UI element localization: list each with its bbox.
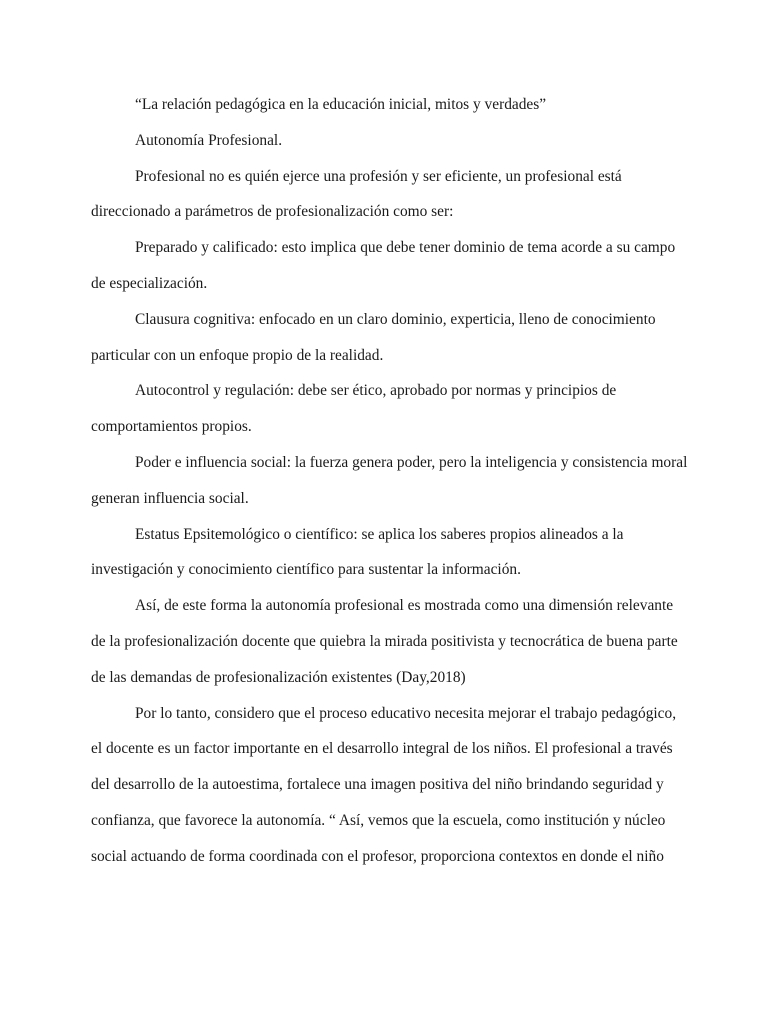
text-line: de las demandas de profesionalización existentes (Day,2018): [91, 668, 466, 686]
text-line: Clausura cognitiva: enfocado en un claro dominio, experticia, lleno de conocimiento: [135, 310, 656, 328]
text-line: del desarrollo de la autoestima, fortalece una imagen positiva del niño brindando seguridad y: [91, 776, 664, 794]
document-title: [91, 87, 679, 123]
text-line: Así, de este forma la autonomía profesional es mostrada como una dimensión relevante: [135, 597, 674, 615]
paragraph-clausura: [91, 302, 679, 374]
text-line: Autocontrol y regulación: debe ser ético, aprobado por normas y principios de: [135, 382, 617, 400]
text-line: comportamientos propios.: [91, 418, 252, 436]
paragraph-autocontrol: [91, 373, 679, 445]
paragraph-estatus: [91, 517, 679, 589]
text-line: direccionado a parámetros de profesionalización como ser:: [91, 203, 454, 221]
text-line: de la profesionalización docente que quiebra la mirada positivista y tecnocrática de buena parte: [91, 632, 678, 650]
paragraph-conclusion: [91, 696, 679, 875]
document-body: [91, 87, 688, 875]
text-line: Profesional no es quién ejerce una profesión y ser eficiente, un profesional está: [135, 167, 622, 185]
text-line: particular con un enfoque propio de la realidad.: [91, 346, 384, 364]
text-line: Autonomía Profesional.: [135, 131, 283, 149]
paragraph-preparado: [91, 230, 679, 302]
paragraph-asi: [91, 588, 679, 695]
section-heading: [91, 123, 679, 159]
text-line: de especialización.: [91, 274, 208, 292]
text-line: “La relación pedagógica en la educación inicial, mitos y verdades”: [135, 96, 547, 113]
paragraph-definition: [91, 159, 679, 231]
text-line: generan influencia social.: [91, 489, 249, 507]
text-line: social actuando de forma coordinada con el profesor, proporciona contextos en donde el niño: [91, 847, 664, 865]
paragraph-poder: [91, 445, 688, 517]
text-line: Por lo tanto, considero que el proceso educativo necesita mejorar el trabajo pedagógico,: [135, 704, 677, 722]
text-line: el docente es un factor importante en el desarrollo integral de los niños. El profesional a través: [91, 740, 673, 758]
text-line: Estatus Epsitemológico o científico: se aplica los saberes propios alineados a la: [135, 525, 624, 543]
text-line: investigación y conocimiento científico para sustentar la información.: [91, 561, 521, 579]
text-line: Poder e influencia social: la fuerza genera poder, pero la inteligencia y consistencia moral: [135, 453, 688, 471]
text-line: Preparado y calificado: esto implica que debe tener dominio de tema acorde a su campo: [135, 239, 676, 257]
text-line: confianza, que favorece la autonomía. “ Así, vemos que la escuela, como institución y núcleo: [91, 811, 666, 829]
